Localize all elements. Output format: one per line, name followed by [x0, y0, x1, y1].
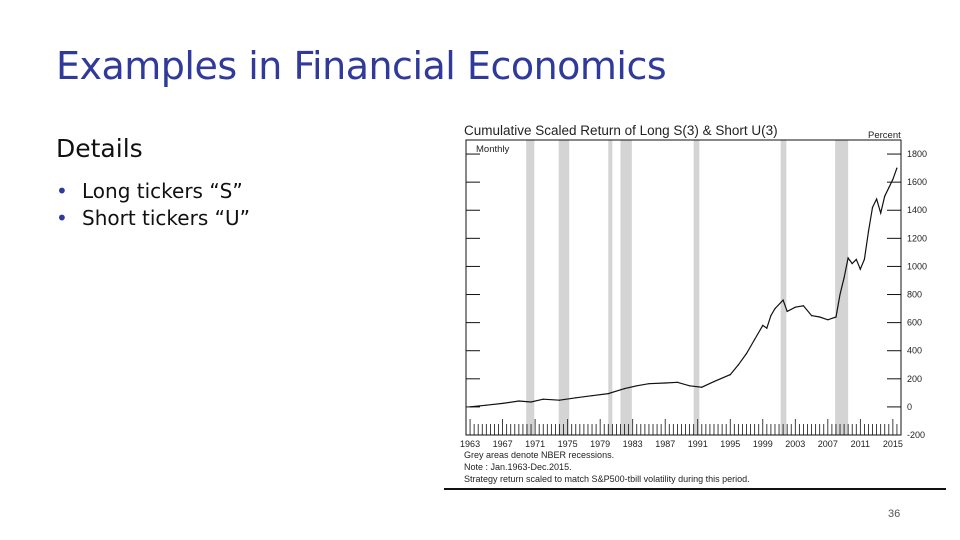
series-point: [880, 212, 881, 213]
chart-note: Grey areas denote NBER recessions.: [464, 450, 615, 460]
series-point: [701, 387, 702, 388]
recession-layer: [526, 140, 848, 435]
series-point: [819, 316, 820, 317]
y-axis-label: Percent: [868, 130, 901, 141]
series-point: [502, 403, 503, 404]
bullet-text: Long tickers “S”: [82, 179, 243, 203]
series-point: [864, 259, 865, 260]
x-tick-label: 1979: [590, 439, 611, 449]
recession-band: [559, 140, 570, 435]
x-tick-label: 2011: [850, 439, 871, 449]
x-tick-label: 2003: [785, 439, 806, 449]
recession-band: [694, 140, 700, 435]
series-point: [872, 207, 873, 208]
bullet-icon: •: [56, 206, 68, 230]
y-tick-label: 200: [907, 373, 923, 384]
chart-title: Cumulative Scaled Return of Long S(3) & Short U(3): [464, 123, 778, 138]
chart-note: Note : Jan.1963-Dec.2015.: [464, 462, 572, 472]
recession-band: [608, 140, 612, 435]
y-tick-label: 400: [907, 345, 923, 356]
series-point: [754, 339, 755, 340]
recession-band: [620, 140, 631, 435]
series-point: [827, 319, 828, 320]
series-point: [665, 382, 666, 383]
y-tick-label: 0: [907, 401, 913, 412]
series-point: [746, 353, 747, 354]
series-point: [624, 388, 625, 389]
x-tick-label: 1967: [492, 439, 513, 449]
x-tick-label: 1999: [752, 439, 773, 449]
series-point: [774, 308, 775, 309]
series-point: [575, 397, 576, 398]
y-tick-label: 1600: [907, 177, 928, 188]
series-point: [860, 269, 861, 270]
y-tick-label: 1200: [907, 233, 928, 244]
series-point: [762, 325, 763, 326]
chart-note: Strategy return scaled to match S&P500-tbill volatility during this period.: [464, 474, 750, 484]
recession-band: [781, 140, 787, 435]
frequency-label: Monthly: [476, 144, 510, 155]
series-point: [738, 364, 739, 365]
series-point: [856, 259, 857, 260]
series-point: [486, 405, 487, 406]
x-tick-label: 2015: [882, 439, 903, 449]
y-tick-label: 800: [907, 289, 923, 300]
bullet-text: Short tickers “U”: [82, 206, 250, 230]
series-point: [787, 311, 788, 312]
series-point: [783, 300, 784, 301]
series-point: [766, 328, 767, 329]
y-tick-label: 1000: [907, 261, 928, 272]
y-tick-label: 1800: [907, 149, 928, 160]
series-point: [713, 381, 714, 382]
series-point: [559, 400, 560, 401]
series-point: [636, 385, 637, 386]
y-tick-label: 600: [907, 317, 923, 328]
series-point: [730, 374, 731, 375]
slide-title: Examples in Financial Economics: [56, 44, 667, 88]
x-tick-label: 1971: [525, 439, 546, 449]
recession-band: [526, 140, 534, 435]
page-number: 36: [888, 508, 901, 520]
x-tick-label: 1995: [720, 439, 741, 449]
series-point: [835, 316, 836, 317]
x-tick-label: 1975: [557, 439, 578, 449]
series-point: [530, 401, 531, 402]
series-point: [518, 400, 519, 401]
series-point: [876, 198, 877, 199]
series-point: [868, 231, 869, 232]
series-point: [543, 399, 544, 400]
y-tick-label: -200: [907, 430, 926, 440]
bullet-icon: •: [56, 179, 68, 203]
series-point: [892, 179, 893, 180]
slide-subheading: Details: [56, 134, 143, 163]
x-tick-label: 1987: [655, 439, 676, 449]
x-tick-label: 1983: [622, 439, 643, 449]
series-point: [689, 385, 690, 386]
series-point: [591, 395, 592, 396]
series-point: [844, 277, 845, 278]
series-point: [884, 196, 885, 197]
series-point: [839, 294, 840, 295]
series-point: [848, 257, 849, 258]
x-tick-label: 1963: [460, 439, 481, 449]
x-tick-label: 2007: [817, 439, 838, 449]
series-point: [795, 307, 796, 308]
series-point: [648, 383, 649, 384]
series-point: [470, 406, 471, 407]
series-point: [803, 305, 804, 306]
series-point: [608, 393, 609, 394]
series-point: [770, 315, 771, 316]
series-point: [677, 382, 678, 383]
y-tick-label: 1400: [907, 205, 928, 216]
series-point: [811, 315, 812, 316]
series-point: [896, 168, 897, 169]
series-point: [852, 263, 853, 264]
x-tick-label: 1991: [687, 439, 708, 449]
series-point: [888, 187, 889, 188]
